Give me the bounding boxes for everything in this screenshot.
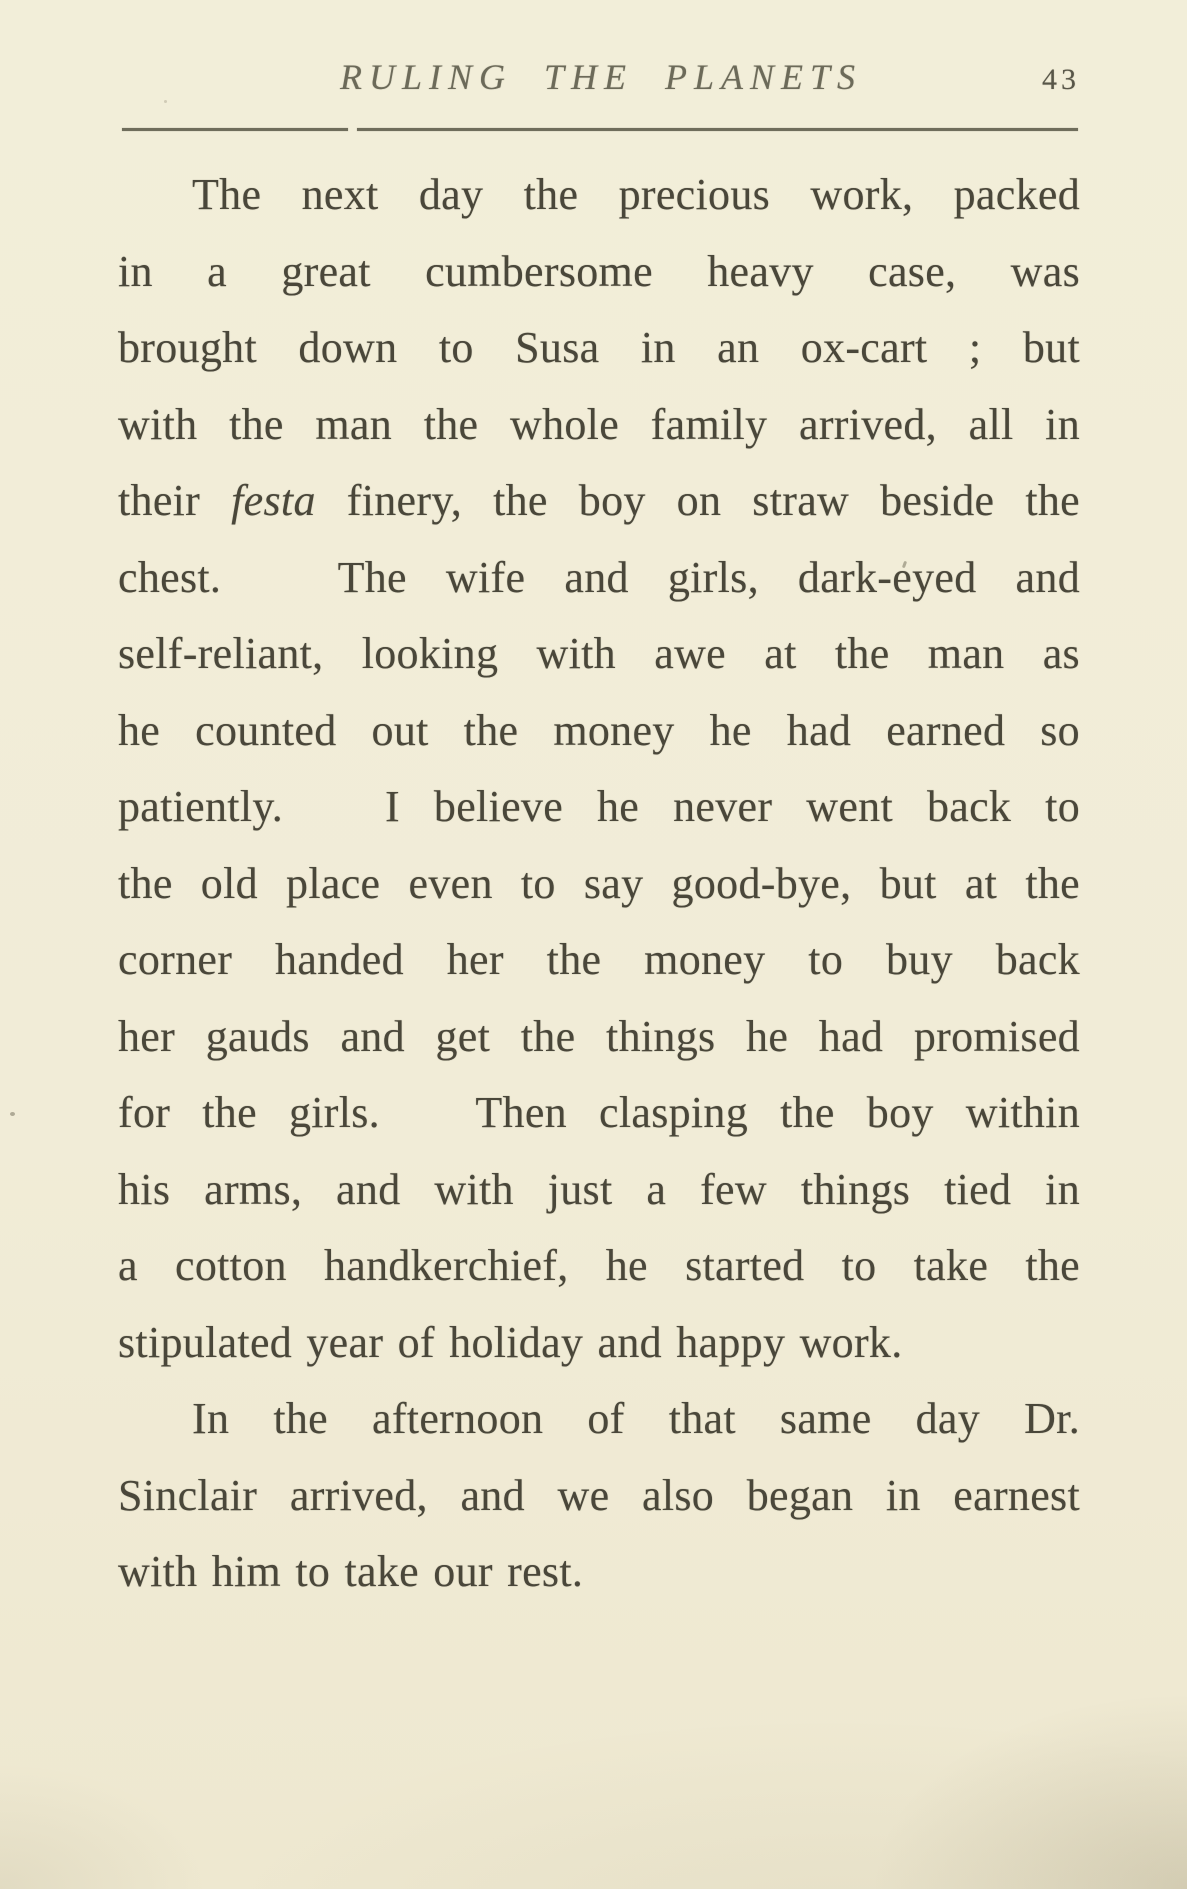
text-line — [118, 157, 1080, 234]
text-segment: patiently. I believe he never went back to — [118, 782, 1080, 831]
page-header — [120, 57, 1082, 99]
text-line — [118, 922, 1080, 999]
rule-left-segment — [122, 128, 348, 131]
text-line — [118, 1534, 1080, 1611]
text-segment: with him to take our rest. — [118, 1547, 584, 1596]
text-line — [118, 1305, 1080, 1382]
text-line — [118, 846, 1080, 923]
paragraph — [118, 157, 1080, 1381]
text-segment: In the afternoon of that same day Dr. — [192, 1394, 1080, 1443]
paragraph — [118, 1381, 1080, 1611]
text-segment: their — [118, 476, 232, 525]
rule-right-segment — [357, 128, 1078, 131]
text-line — [118, 387, 1080, 464]
text-segment: self-reliant, looking with awe at the man as — [118, 629, 1080, 678]
text-line — [118, 693, 1080, 770]
text-line — [118, 1152, 1080, 1229]
text-segment: he counted out the money he had earned so — [118, 705, 1080, 755]
text-line — [118, 1228, 1080, 1305]
text-line — [118, 234, 1080, 311]
text-segment: brought down to Susa in an ox-cart ; but — [118, 323, 1080, 372]
text-segment: finery, the boy on straw beside the — [315, 476, 1080, 525]
text-line — [118, 463, 1080, 540]
text-segment: chest. The wife and girls, dark-eyed and — [118, 552, 1080, 602]
text-line — [118, 769, 1080, 846]
text-segment: the old place even to say good-bye, but at the — [118, 858, 1080, 908]
text-segment: Sinclair arrived, and we also began in earnest — [118, 1470, 1080, 1520]
page-body — [118, 157, 1080, 1611]
text-line — [118, 1075, 1080, 1152]
text-segment: for the girls. Then clasping the boy within — [118, 1088, 1080, 1137]
paper-speck — [10, 1112, 15, 1116]
text-line — [118, 1458, 1080, 1535]
paper-speck — [164, 100, 167, 103]
text-segment: her gauds and get the things he had promised — [118, 1011, 1080, 1061]
text-line — [118, 310, 1080, 387]
text-line — [118, 999, 1080, 1076]
text-line — [118, 616, 1080, 693]
text-segment: a cotton handkerchief, he started to take the — [118, 1241, 1080, 1290]
text-segment: in a great cumbersome heavy case, was — [118, 246, 1080, 296]
text-line — [118, 540, 1080, 617]
italic-word: festa — [231, 476, 316, 525]
text-line — [118, 1381, 1080, 1458]
header-rule — [122, 128, 1078, 131]
text-segment: stipulated year of holiday and happy work. — [118, 1317, 903, 1367]
running-title: RULING THE PLANETS — [339, 57, 863, 97]
text-segment: The next day the precious work, packed — [192, 170, 1080, 219]
text-segment: with the man the whole family arrived, all in — [118, 399, 1080, 449]
text-segment: corner handed her the money to buy back — [118, 935, 1080, 984]
page-number: 43 — [1042, 63, 1080, 96]
text-segment: his arms, and with just a few things tied in — [118, 1164, 1080, 1214]
